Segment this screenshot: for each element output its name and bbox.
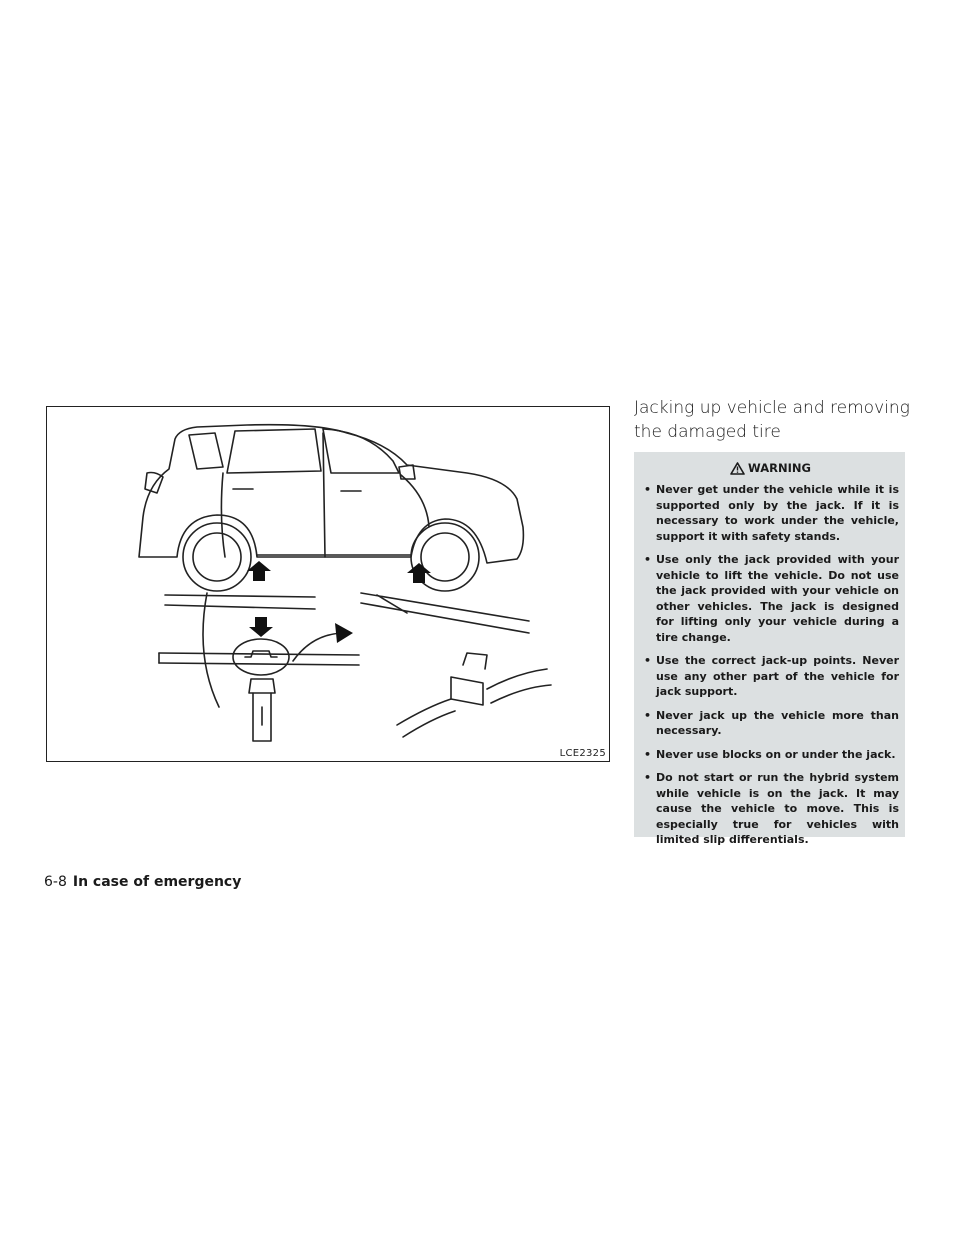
section-heading: Jacking up vehicle and removing the damaged tire <box>634 398 910 442</box>
front-window <box>323 429 399 473</box>
car-body-outline <box>139 425 523 563</box>
warning-title <box>642 458 899 478</box>
middle-window <box>227 429 321 473</box>
warning-item: • Never use blocks on or under the jack. <box>642 747 899 763</box>
warning-list <box>642 482 899 848</box>
warning-item: • Do not start or run the hybrid system while vehicle is on the jack. It may cause the vehicle to move. This is especially true for vehicles with limited slip differentials. <box>642 770 899 848</box>
warning-item: • Never get under the vehicle while it is supported only by the jack. If it is necessary to work under the vehicle, support it with safety stands. <box>642 482 899 544</box>
jack-head <box>249 679 275 693</box>
vehicle-jack-diagram <box>47 407 609 761</box>
footer-section-title: In case of emergency <box>72 874 242 890</box>
warning-label: WARNING <box>748 461 811 475</box>
down-arrow <box>249 617 273 637</box>
warning-triangle-icon <box>730 462 745 475</box>
warning-box <box>634 452 905 846</box>
jack-point-illustration <box>46 406 610 762</box>
page-number: 6-8 <box>44 874 67 890</box>
warning-item: • Never jack up the vehicle more than necessary. <box>642 708 899 739</box>
page-footer <box>44 874 241 890</box>
warning-item: • Use the correct jack-up points. Never use any other part of the vehicle for jack support. <box>642 653 899 700</box>
up-arrow-front <box>407 563 431 583</box>
figure-code: LCE2325 <box>559 748 606 759</box>
warning-item: • Use only the jack provided with your vehicle to lift the vehicle. Do not use the jack provided with your vehicle on other vehicles. The jack is designed for lifting only your vehicle during a tire change. <box>642 552 899 645</box>
rear-window <box>189 433 223 469</box>
